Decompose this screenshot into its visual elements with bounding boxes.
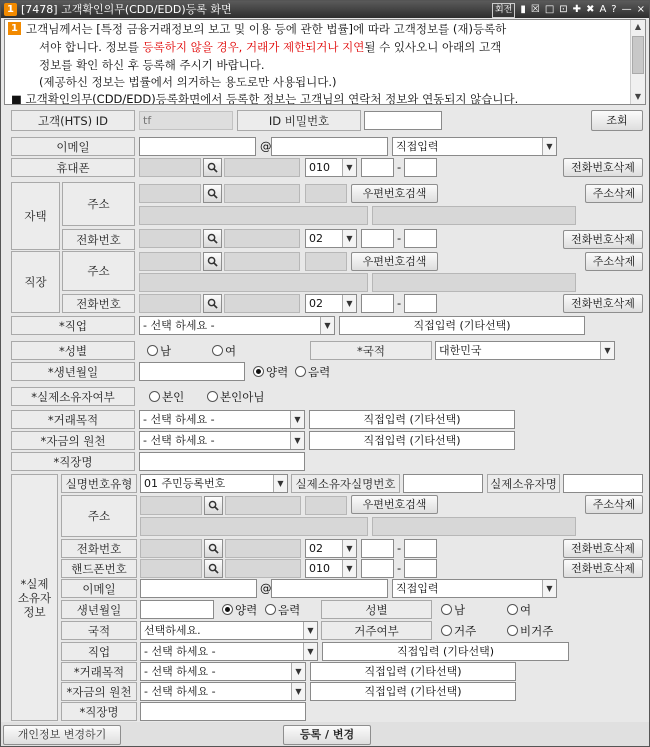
notice-line-4: (제공하신 정보는 법률에서 의거하는 용도로만 사용됩니다.) <box>39 75 337 89</box>
close-button[interactable]: × <box>636 4 645 15</box>
search-icon[interactable] <box>203 294 222 313</box>
work-address-line-1 <box>139 273 368 292</box>
home-tel-gray-2 <box>224 229 300 248</box>
dash: - <box>397 160 402 174</box>
real-hp-label: 핸드폰번호 <box>61 559 137 578</box>
real-email-select[interactable]: 직접입력 ▼ <box>392 579 557 598</box>
at-sign: @ <box>260 581 272 595</box>
notice-box <box>4 19 646 105</box>
real-delete-address-button[interactable]: 주소삭제 <box>585 495 643 514</box>
job-label: *직업 <box>11 316 135 335</box>
save-icon[interactable]: ▮ <box>520 4 526 15</box>
hts-id-label: 고객(HTS) ID <box>11 110 135 131</box>
home-delete-address-button[interactable]: 주소삭제 <box>585 184 643 203</box>
real-tel-prefix-select[interactable]: 02 ▼ <box>305 539 357 558</box>
home-tel-last[interactable] <box>404 229 437 248</box>
chevron-down-icon: ▼ <box>342 230 356 247</box>
real-name-input[interactable] <box>563 474 643 493</box>
solar-radio[interactable]: 양력 <box>253 362 288 381</box>
work-zip-2 <box>224 252 300 271</box>
notice-icon: 1 <box>8 22 21 35</box>
work-address-label: 주소 <box>62 251 135 291</box>
home-tel-gray-1 <box>139 229 201 248</box>
real-zip-1 <box>140 496 202 515</box>
home-tel-prefix-select[interactable]: 02 ▼ <box>305 229 357 248</box>
birth-input[interactable] <box>139 362 245 381</box>
real-birth-label: 생년월일 <box>61 600 137 619</box>
real-tel-mid[interactable] <box>361 539 394 558</box>
real-delete-phone-button[interactable]: 전화번호삭제 <box>563 539 643 558</box>
dash: - <box>397 561 402 575</box>
notice-warning: 등록하지 않을 경우, 거래가 제한되거나 지연 <box>142 40 365 54</box>
real-gender-label: 성별 <box>321 600 432 619</box>
real-birth-input[interactable] <box>140 600 214 619</box>
hts-id-input[interactable]: tf <box>139 111 233 130</box>
purpose-label: *거래목적 <box>11 410 135 429</box>
search-icon[interactable] <box>203 229 222 248</box>
work-zip-search-button[interactable]: 우편번호검색 <box>351 252 438 271</box>
real-female-radio[interactable]: 여 <box>507 600 531 619</box>
home-zip-1 <box>139 184 201 203</box>
job-etc-input[interactable]: 직접입력 (기타선택) <box>339 316 585 335</box>
notice-line-3: 정보를 확인 하신 후 등록해 주시기 바랍니다. <box>39 58 265 72</box>
work-tel-prefix-select[interactable]: 02 ▼ <box>305 294 357 313</box>
real-male-radio[interactable]: 남 <box>441 600 465 619</box>
home-zip-3 <box>305 184 347 203</box>
real-zip-2 <box>225 496 301 515</box>
submit-button[interactable]: 등록 / 변경 <box>283 725 371 745</box>
notice-line-5: ■ 고객확인의무(CDD/EDD)등록화면에서 등록한 정보는 고객님의 연락처 정보와 연동되지 않습니다. <box>11 92 519 105</box>
delete-mobile-button[interactable]: 전화번호삭제 <box>563 158 643 177</box>
real-lunar-radio[interactable]: 음력 <box>265 600 300 619</box>
real-fund-select[interactable]: - 선택 하세요 - ▼ <box>140 682 306 701</box>
real-fund-etc[interactable]: 직접입력 (기타선택) <box>310 682 516 701</box>
lunar-radio[interactable]: 음력 <box>295 362 330 381</box>
gender-label: *성별 <box>11 341 135 360</box>
rotate-button[interactable]: 회전 <box>492 3 515 18</box>
email-domain-select[interactable]: 직접입력 ▼ <box>392 137 557 156</box>
print-icon[interactable]: ☒ <box>530 4 540 15</box>
fund-label: *자금의 원천 <box>11 431 135 450</box>
real-email-id[interactable] <box>140 579 257 598</box>
nation-label: *국적 <box>310 341 432 360</box>
search-icon[interactable] <box>203 158 222 177</box>
work-tel-label: 전화번호 <box>62 294 135 313</box>
real-zip-3 <box>305 496 347 515</box>
real-nation-select[interactable]: 선택하세요. ▼ <box>140 621 318 640</box>
work-zip-1 <box>139 252 201 271</box>
privacy-change-button[interactable]: 개인정보 변경하기 <box>3 725 121 745</box>
chevron-down-icon: ▼ <box>342 159 356 176</box>
footer-bar <box>1 722 649 746</box>
home-zip-search-button[interactable]: 우편번호검색 <box>351 184 438 203</box>
dash: - <box>397 541 402 555</box>
real-purpose-select[interactable]: - 선택 하세요 - ▼ <box>140 662 306 681</box>
id-type-label: 실명번호유형 <box>61 474 137 493</box>
mobile-gray-input-2 <box>224 158 300 177</box>
tools-icon[interactable]: ✖ <box>586 4 595 15</box>
home-label: 자택 <box>11 182 60 250</box>
nation-select[interactable]: 대한민국 ▼ <box>435 341 615 360</box>
chevron-down-icon: ▼ <box>303 622 317 639</box>
search-icon[interactable] <box>203 184 222 203</box>
window-title: [7478] 고객확인의무(CDD/EDD)등록 화면 <box>21 3 232 16</box>
home-tel-mid[interactable] <box>361 229 394 248</box>
real-job-etc[interactable]: 직접입력 (기타선택) <box>322 642 569 661</box>
chevron-down-icon: ▼ <box>290 411 304 428</box>
real-tel-gray-2 <box>225 539 301 558</box>
id-type-select[interactable]: 01 주민등록번호 ▼ <box>140 474 288 493</box>
pin-icon[interactable]: ✚ <box>572 4 582 15</box>
real-tel-last[interactable] <box>404 539 437 558</box>
home-delete-phone-button[interactable]: 전화번호삭제 <box>563 230 643 249</box>
real-zip-search-button[interactable]: 우편번호검색 <box>351 495 438 514</box>
dash: - <box>397 231 402 245</box>
owner-self-radio[interactable]: 본인 <box>149 387 184 406</box>
chevron-down-icon: ▼ <box>273 475 287 492</box>
real-fund-label: *자금의 원천 <box>61 682 137 701</box>
chevron-down-icon: ▼ <box>291 683 305 700</box>
real-name-label: 실제소유자명 <box>487 474 560 493</box>
work-tel-last[interactable] <box>404 294 437 313</box>
home-address-label: 주소 <box>62 182 135 226</box>
company-input[interactable] <box>139 452 305 471</box>
search-icon[interactable] <box>204 559 223 578</box>
real-address-line-2 <box>372 517 576 536</box>
query-button[interactable]: 조회 <box>591 110 643 131</box>
real-job-label: 직업 <box>61 642 137 661</box>
fund-etc-input[interactable]: 직접입력 (기타선택) <box>309 431 515 450</box>
gender-female-radio[interactable]: 여 <box>212 341 236 360</box>
real-purpose-etc[interactable]: 직접입력 (기타선택) <box>310 662 516 681</box>
work-zip-3 <box>305 252 347 271</box>
id-password-label: ID 비밀번호 <box>237 110 361 131</box>
home-address-line-1 <box>139 206 368 225</box>
window-icon[interactable]: □ <box>544 4 555 15</box>
gender-male-radio[interactable]: 남 <box>147 341 171 360</box>
real-email-label: 이메일 <box>61 579 137 598</box>
mobile-last-input[interactable] <box>404 158 437 177</box>
real-address-label: 주소 <box>61 495 137 537</box>
search-icon[interactable] <box>203 252 222 271</box>
home-address-line-2 <box>372 206 576 225</box>
home-zip-2 <box>224 184 300 203</box>
search-icon[interactable] <box>204 539 223 558</box>
real-nation-label: 국적 <box>61 621 137 640</box>
search-icon[interactable] <box>204 496 223 515</box>
real-tel-gray-1 <box>140 539 202 558</box>
mobile-label: 휴대폰 <box>11 158 135 177</box>
notice-line-2: 셔야 합니다. 정보를 등록하지 않을 경우, 거래가 제한되거나 지연될 수 있사오니 아래의 고객 <box>39 40 502 54</box>
company-label: *직장명 <box>11 452 135 471</box>
owner-other-radio[interactable]: 본인아님 <box>207 387 264 406</box>
resident-radio[interactable]: 거주 <box>441 621 476 640</box>
real-purpose-label: *거래목적 <box>61 662 137 681</box>
purpose-select[interactable]: - 선택 하세요 - ▼ <box>139 410 305 429</box>
chevron-down-icon: ▼ <box>342 560 356 577</box>
id-password-input[interactable] <box>364 111 442 130</box>
screen-badge-icon: 1 <box>4 3 17 16</box>
purpose-etc-input[interactable]: 직접입력 (기타선택) <box>309 410 515 429</box>
real-company-label: *직장명 <box>61 702 137 721</box>
at-sign: @ <box>260 139 272 153</box>
chevron-down-icon: ▼ <box>303 643 317 660</box>
capture-icon[interactable]: ⊡ <box>559 4 568 15</box>
font-size-button[interactable]: A <box>599 4 607 15</box>
real-tel-label: 전화번호 <box>61 539 137 558</box>
work-delete-phone-button[interactable]: 전화번호삭제 <box>563 294 643 313</box>
non-resident-radio[interactable]: 비거주 <box>507 621 553 640</box>
work-tel-gray-2 <box>224 294 300 313</box>
birth-label: *생년월일 <box>11 362 135 381</box>
real-job-select[interactable]: - 선택 하세요 - ▼ <box>140 642 318 661</box>
resident-label: 거주여부 <box>321 621 432 640</box>
real-hp-mid[interactable] <box>361 559 394 578</box>
real-hp-gray-2 <box>225 559 301 578</box>
real-delete-hp-button[interactable]: 전화번호삭제 <box>563 559 643 578</box>
title-bar <box>1 1 649 18</box>
email-domain-input[interactable] <box>271 137 388 156</box>
email-id-input[interactable] <box>139 137 256 156</box>
real-solar-radio[interactable]: 양력 <box>222 600 257 619</box>
mobile-prefix-select[interactable]: 010 ▼ <box>305 158 357 177</box>
owner-label: *실제소유자여부 <box>11 387 135 406</box>
real-id-number-label: 실제소유자실명번호 <box>291 474 400 493</box>
work-address-line-2 <box>372 273 576 292</box>
minimize-button[interactable]: — <box>621 4 632 15</box>
real-address-line-1 <box>140 517 368 536</box>
mobile-gray-input <box>139 158 201 177</box>
chevron-down-icon: ▼ <box>600 342 614 359</box>
chevron-down-icon: ▼ <box>291 663 305 680</box>
real-hp-gray-1 <box>140 559 202 578</box>
work-tel-gray-1 <box>139 294 201 313</box>
chevron-down-icon: ▼ <box>342 540 356 557</box>
job-select[interactable]: - 선택 하세요 - ▼ <box>139 316 335 335</box>
home-tel-label: 전화번호 <box>62 229 135 250</box>
work-delete-address-button[interactable]: 주소삭제 <box>585 252 643 271</box>
chevron-down-icon: ▼ <box>320 317 334 334</box>
fund-select[interactable]: - 선택 하세요 - ▼ <box>139 431 305 450</box>
chevron-down-icon: ▼ <box>342 295 356 312</box>
real-company-input[interactable] <box>140 702 306 721</box>
chevron-down-icon: ▼ <box>290 432 304 449</box>
work-tel-mid[interactable] <box>361 294 394 313</box>
notice-scrollbar[interactable]: ▲ ▼ <box>630 20 645 104</box>
email-label: 이메일 <box>11 137 135 156</box>
dash: - <box>397 296 402 310</box>
real-id-number-input[interactable] <box>403 474 483 493</box>
help-button[interactable]: ? <box>611 4 617 15</box>
chevron-down-icon: ▼ <box>542 580 556 597</box>
notice-line-1: 고객님께서는 [특정 금융거래정보의 보고 및 이용 등에 관한 법률]에 따라 고객정보를 (재)등록하 <box>26 22 507 36</box>
chevron-down-icon: ▼ <box>542 138 556 155</box>
mobile-mid-input[interactable] <box>361 158 394 177</box>
real-owner-side-label: *실제 소유자 정보 <box>11 474 58 721</box>
real-hp-prefix-select[interactable]: 010 ▼ <box>305 559 357 578</box>
real-hp-last[interactable] <box>404 559 437 578</box>
work-label: 직장 <box>11 251 60 313</box>
real-email-domain[interactable] <box>271 579 388 598</box>
